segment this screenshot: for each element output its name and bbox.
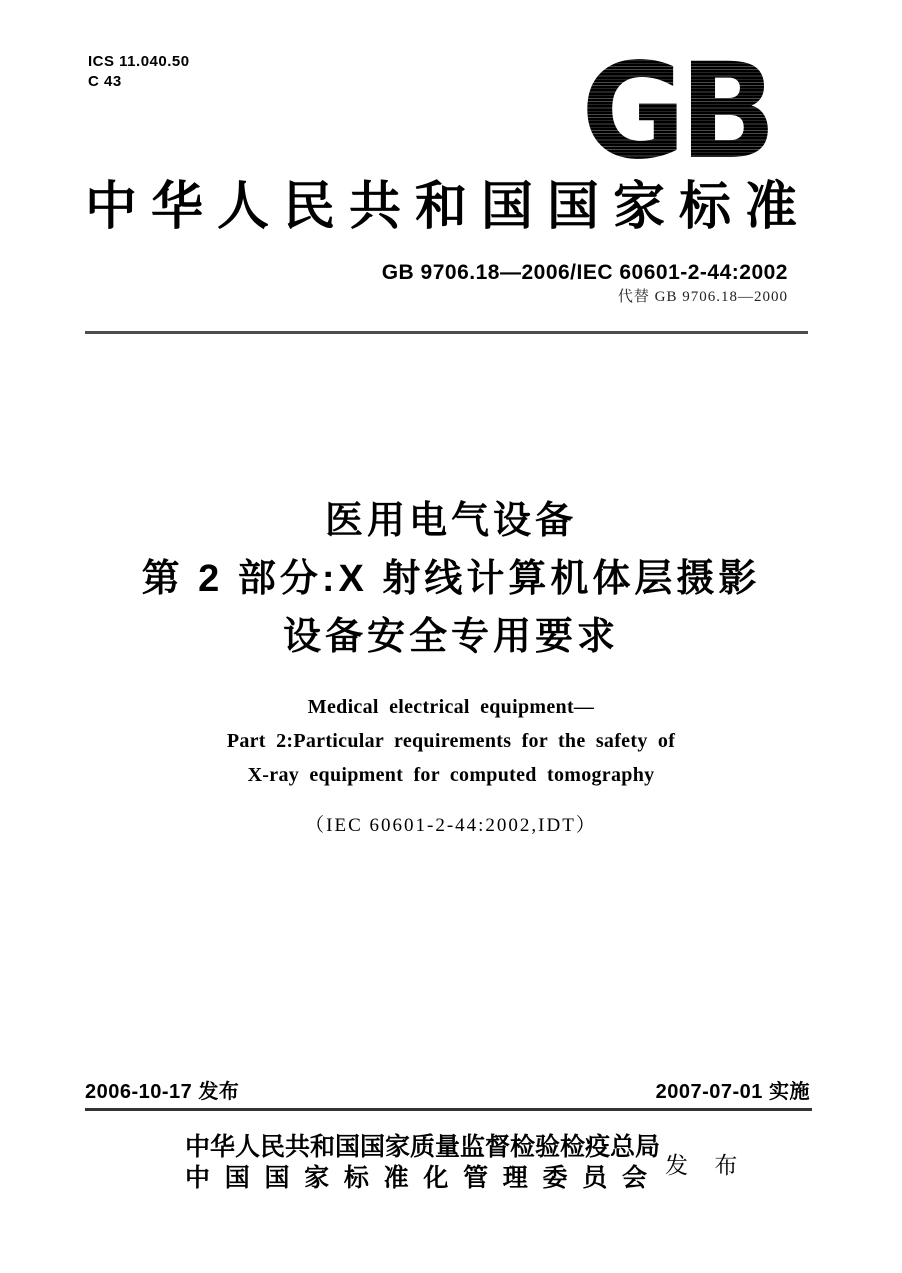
title-en-line2: Part 2:Particular requirements for the safety of	[226, 730, 676, 752]
ics-block	[88, 52, 190, 92]
title-zh-line2: 第 2 部分:X 射线计算机体层摄影	[141, 558, 761, 600]
gb-logo	[580, 35, 770, 189]
publisher-block	[185, 1132, 661, 1194]
document-title-zh	[0, 492, 902, 666]
publisher-line1: 中华人民共和国国家质量监督检验检疫总局	[185, 1134, 661, 1161]
header-divider-line	[85, 331, 808, 334]
issue-date: 2006-10-17 发布	[85, 1081, 240, 1103]
title-zh-line1: 医用电气设备	[324, 500, 577, 542]
gb-logo-text: GB	[580, 35, 770, 189]
national-standard-heading: 中华人民共和国国家标准	[85, 179, 812, 236]
ics-code: ICS 11.040.50	[88, 53, 190, 70]
title-zh-line3: 设备安全专用要求	[282, 616, 619, 658]
implement-date: 2007-07-01 实施	[655, 1081, 810, 1103]
class-code: C 43	[88, 73, 122, 90]
title-en-line1: Medical electrical equipment—	[307, 696, 595, 718]
replaces-note: 代替 GB 9706.18—2000	[617, 289, 788, 305]
dates-row	[85, 1075, 810, 1104]
title-en-line3: X-ray equipment for computed tomography	[247, 764, 655, 786]
publisher-row	[185, 1132, 747, 1194]
document-title-en	[0, 690, 902, 792]
idt-equivalence-note: （IEC 60601-2-44:2002,IDT）	[305, 815, 597, 836]
publish-label: 发 布	[665, 1151, 748, 1178]
publisher-line2: 中国国家标准化管理委员会	[185, 1165, 647, 1192]
footer-divider-line	[85, 1108, 812, 1111]
standard-number: GB 9706.18—2006/IEC 60601-2-44:2002	[381, 261, 788, 284]
standard-number-block	[382, 261, 788, 306]
